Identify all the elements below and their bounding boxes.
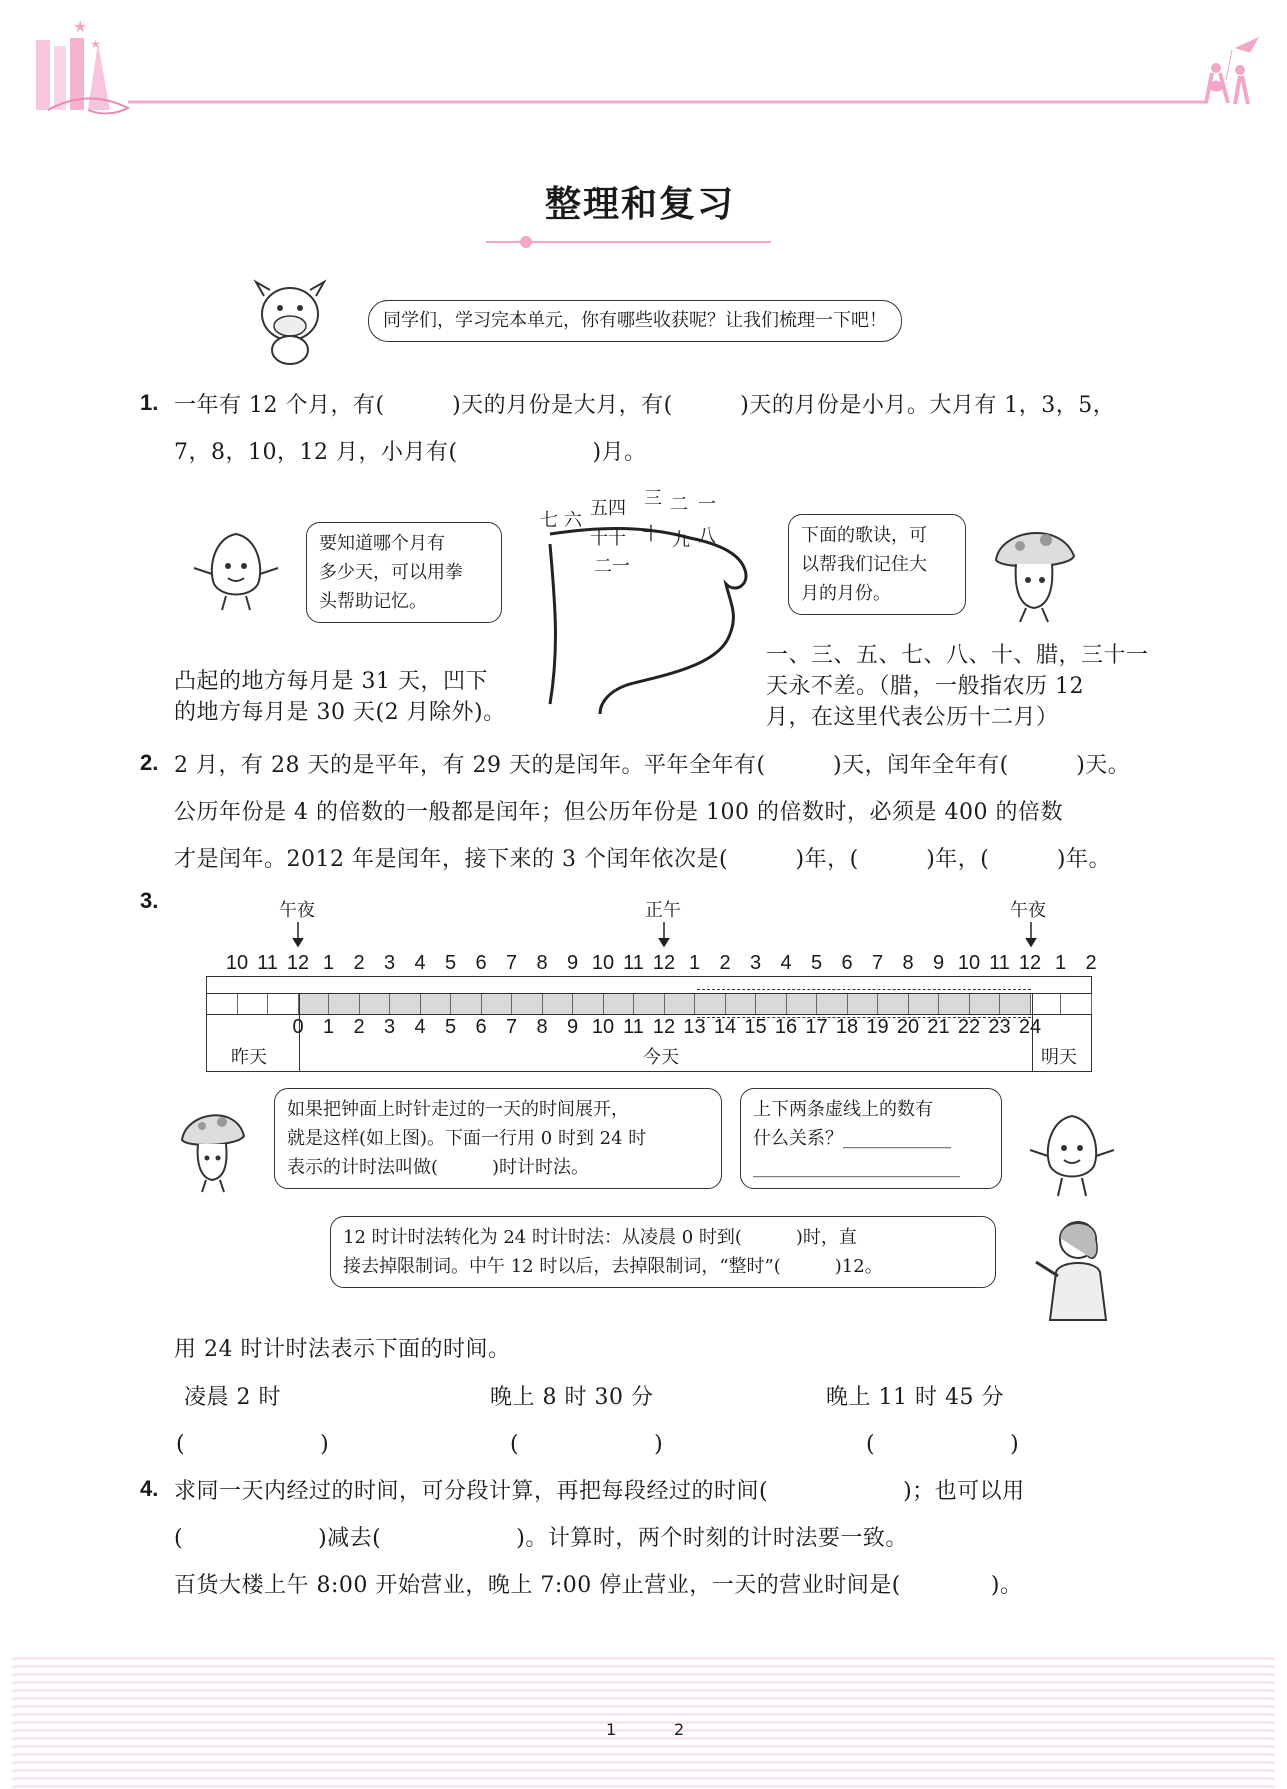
- marker-noon: 正午: [645, 900, 681, 921]
- ruler-cell: [848, 994, 879, 1014]
- fist-label: 七: [540, 510, 558, 531]
- fist-label: 五四: [590, 498, 626, 519]
- q3-time-3: 晚上 11 时 45 分: [826, 1385, 1004, 1410]
- top-tick-label: 7: [505, 952, 518, 974]
- ruler-cell: [543, 994, 574, 1014]
- q3-bubble-left-line: 如果把钟面上时针走过的一天的时间展开，: [287, 1099, 629, 1120]
- q3-answer-2[interactable]: ( ): [510, 1432, 664, 1457]
- q3-bubble-right: [740, 1088, 1002, 1189]
- q3-time-1: 凌晨 2 时: [184, 1385, 281, 1410]
- q4-line3: 百货大楼上午 8:00 开始营业，晚上 7:00 停止营业，一天的营业时间是( )。: [174, 1573, 1023, 1598]
- label-today: 今天: [643, 1047, 679, 1068]
- fist-label: 八: [698, 526, 716, 547]
- seed-mascot-icon: [1024, 1110, 1120, 1202]
- q3-bubble-teacher-line: 12 时计时法转化为 24 时计时法：从凌晨 0 时到( )时，直: [343, 1227, 857, 1248]
- ruler-cell: [207, 994, 238, 1014]
- q1-line1: 一年有 12 个月，有( )天的月份是大月，有( )天的月份是小月。大月有 1，3，5，: [174, 393, 1116, 418]
- marker-midnight-right: 午夜: [1010, 900, 1046, 921]
- fist-label: 十十: [590, 528, 626, 549]
- ruler-cell: [329, 994, 360, 1014]
- top-tick-label: 1: [688, 952, 701, 974]
- mushroom-mascot-icon: [178, 1104, 248, 1194]
- top-tick-label: 4: [780, 952, 792, 974]
- q3-bubble-left-line: 表示的计时法叫做( )时计时法。: [287, 1157, 590, 1178]
- top-tick-label: 5: [810, 952, 823, 974]
- q4-line2: ( )减去( )。计算时，两个时刻的计时法要一致。: [174, 1526, 908, 1551]
- label-yesterday: 昨天: [231, 1047, 267, 1068]
- top-tick-label: 11: [257, 952, 278, 974]
- bottom-tick-label: 8: [536, 1016, 548, 1038]
- q3-answer-3[interactable]: ( ): [866, 1432, 1020, 1457]
- ruler-cell: [482, 994, 513, 1014]
- bottom-tick-label: 21: [927, 1016, 950, 1038]
- ruler-cell: [665, 994, 696, 1014]
- q1-number: 1.: [140, 390, 159, 415]
- ruler-cell: [421, 994, 452, 1014]
- ruler-cell: [573, 994, 604, 1014]
- bottom-tick-label: 19: [866, 1016, 889, 1038]
- top-tick-label: 8: [536, 952, 548, 974]
- bottom-tick-label: 20: [896, 1016, 920, 1038]
- top-tick-label: 2: [353, 952, 365, 974]
- top-tick-label: 10: [957, 952, 981, 974]
- fist-label: 一: [698, 494, 716, 515]
- bottom-tick-label: 6: [475, 1016, 487, 1038]
- ruler-cells: [207, 993, 1091, 1015]
- q4-number: 4.: [140, 1476, 159, 1501]
- page-number-left: 1: [606, 1720, 617, 1739]
- bottom-tick-label: 22: [957, 1016, 981, 1038]
- q2-line2: 公历年份是 4 的倍数的一般都是闰年；但公历年份是 100 的倍数时，必须是 400 的倍数: [174, 800, 1063, 825]
- fist-label: 十: [642, 524, 660, 545]
- fist-illustration: [530, 484, 770, 714]
- fist-label: 六: [564, 510, 582, 531]
- bottom-tick-label: 24: [1018, 1016, 1042, 1038]
- q3-bubble-right-line: _______________________: [753, 1157, 960, 1178]
- ruler-cell: [1061, 994, 1092, 1014]
- ruler-cell: [787, 994, 818, 1014]
- top-tick-label: 1: [1054, 952, 1067, 974]
- header-decoration: [28, 18, 1268, 128]
- top-tick-label: 10: [591, 952, 615, 974]
- cow-mascot-icon: [250, 276, 330, 366]
- q1-bubble-right-line: 以帮我们记住大: [801, 554, 927, 575]
- q3-bubble-right-line: 上下两条虚线上的数有: [753, 1099, 933, 1120]
- top-tick-label: 12: [1018, 952, 1042, 974]
- q3-answer-1[interactable]: ( ): [176, 1432, 330, 1457]
- fist-label: 九: [672, 530, 690, 551]
- q3-time-2: 晚上 8 时 30 分: [490, 1385, 654, 1410]
- top-tick-label: 5: [444, 952, 457, 974]
- bottom-tick-label: 18: [835, 1016, 859, 1038]
- fist-label: 二一: [594, 556, 630, 577]
- ruler-cell: [756, 994, 787, 1014]
- q1-note-right: [766, 640, 1149, 733]
- top-tick-row: [0, 952, 1287, 978]
- top-tick-label: 3: [383, 952, 396, 974]
- bottom-tick-label: 23: [988, 1016, 1011, 1038]
- bottom-tick-label: 17: [805, 1016, 828, 1038]
- bottom-tick-label: 14: [713, 1016, 737, 1038]
- bottom-tick-label: 1: [322, 1016, 335, 1038]
- label-tomorrow: 明天: [1041, 1047, 1077, 1068]
- bottom-tick-label: 4: [414, 1016, 426, 1038]
- bottom-tick-label: 0: [292, 1016, 304, 1038]
- top-tick-label: 2: [719, 952, 731, 974]
- q3-bubble-left-line: 就是这样(如上图)。下面一行用 0 时到 24 时: [287, 1128, 647, 1149]
- q3-number: 3.: [140, 888, 159, 913]
- q2-number: 2.: [140, 750, 159, 775]
- top-tick-label: 12: [652, 952, 676, 974]
- bottom-tick-label: 7: [505, 1016, 518, 1038]
- bottom-tick-label: 16: [774, 1016, 798, 1038]
- fist-label: 二: [670, 494, 688, 515]
- q3-bubble-left: [274, 1088, 722, 1189]
- q1-note-left: [174, 666, 506, 728]
- fist-label: 三: [644, 488, 662, 509]
- bottom-tick-label: 11: [623, 1016, 644, 1038]
- q1-bubble-left: [306, 522, 502, 623]
- top-tick-label: 11: [989, 952, 1010, 974]
- q1-bubble-left-line: 要知道哪个月有: [319, 533, 445, 554]
- top-tick-label: 8: [902, 952, 914, 974]
- q1-line2: 7，8，10，12 月，小月有( )月。: [174, 440, 647, 465]
- time-ruler: [0, 940, 1287, 1070]
- bottom-tick-label: 12: [652, 1016, 676, 1038]
- ruler-cell: [878, 994, 909, 1014]
- q3-bubble-teacher-line: 接去掉限制词。中午 12 时以后，去掉限制词，“整时”( )12。: [343, 1256, 883, 1277]
- q1-note-left-line: 的地方每月是 30 天(2 月除外)。: [174, 700, 506, 725]
- top-tick-label: 1: [322, 952, 335, 974]
- top-tick-label: 7: [871, 952, 884, 974]
- q1-note-right-line: 一、三、五、七、八、十、腊，三十一: [766, 643, 1149, 668]
- svg-text:★: ★: [90, 37, 101, 51]
- ruler-cell: [1031, 994, 1062, 1014]
- header-ornament: [28, 18, 1268, 128]
- ruler-cell: [390, 994, 421, 1014]
- footer-band: [12, 1657, 1275, 1789]
- ruler-cell: [817, 994, 848, 1014]
- top-tick-label: 6: [841, 952, 853, 974]
- ruler-cell: [909, 994, 940, 1014]
- ruler-cell: [238, 994, 269, 1014]
- ruler-cell: [512, 994, 543, 1014]
- top-tick-label: 12: [286, 952, 310, 974]
- ruler-cell: [939, 994, 970, 1014]
- ruler-cell: [1000, 994, 1031, 1014]
- q2-line1: 2 月，有 28 天的是平年，有 29 天的是闰年。平年全年有( )天，闰年全年有( )天。: [174, 753, 1131, 778]
- intro-bubble-text: 同学们，学习完本单元，你有哪些收获呢？让我们梳理一下吧！: [383, 310, 887, 331]
- title-underline: [486, 240, 771, 244]
- q1-bubble-right-line: 月的月份。: [801, 583, 891, 604]
- top-tick-label: 9: [566, 952, 579, 974]
- bottom-tick-label: 2: [353, 1016, 365, 1038]
- q1-bubble-right-line: 下面的歌诀，可: [801, 525, 927, 546]
- q1-bubble-right: [788, 514, 966, 615]
- ruler-cell: [268, 994, 299, 1014]
- page-title: 整理和复习: [544, 183, 735, 225]
- dashed-line-top: [697, 989, 1031, 990]
- bottom-tick-row: [0, 1016, 1287, 1042]
- q1-bubble-left-line: 多少天，可以用拳: [319, 562, 463, 583]
- q2-line3: 才是闰年。2012 年是闰年，接下来的 3 个闰年依次是( )年，( )年，( )年。: [174, 847, 1111, 872]
- ruler-cell: [970, 994, 1001, 1014]
- top-tick-label: 4: [414, 952, 426, 974]
- marker-midnight-left: 午夜: [279, 900, 315, 921]
- ruler-cell: [360, 994, 391, 1014]
- ruler-cell: [726, 994, 757, 1014]
- q1-note-left-line: 凸起的地方每月是 31 天，凹下: [174, 669, 488, 694]
- q1-note-right-line: 月，在这里代表公历十二月）: [766, 705, 1059, 730]
- top-tick-label: 11: [623, 952, 644, 974]
- ruler-cell: [299, 994, 330, 1014]
- q1-bubble-left-line: 头帮助记忆。: [319, 591, 427, 612]
- ruler-cell: [695, 994, 726, 1014]
- top-tick-label: 10: [225, 952, 249, 974]
- q1-note-right-line: 天永不差。（腊，一般指农历 12: [766, 674, 1084, 699]
- seed-mascot-icon: [188, 528, 284, 614]
- ruler-cell: [451, 994, 482, 1014]
- intro-bubble: [368, 300, 902, 342]
- q4-line1: 求同一天内经过的时间，可分段计算，再把每段经过的时间( )；也可以用: [174, 1479, 1025, 1504]
- bottom-tick-label: 5: [444, 1016, 457, 1038]
- top-tick-label: 2: [1085, 952, 1097, 974]
- bottom-tick-label: 3: [383, 1016, 396, 1038]
- bottom-tick-label: 9: [566, 1016, 579, 1038]
- top-tick-label: 3: [749, 952, 762, 974]
- ruler-cell: [604, 994, 635, 1014]
- bottom-tick-label: 15: [744, 1016, 767, 1038]
- teacher-icon: [1026, 1216, 1116, 1322]
- q3-instruction: 用 24 时计时法表示下面的时间。: [174, 1337, 511, 1362]
- top-tick-label: 9: [932, 952, 945, 974]
- bottom-tick-label: 10: [591, 1016, 615, 1038]
- q3-bubble-right-line: 什么关系？____________: [753, 1128, 951, 1149]
- mushroom-mascot-icon: [990, 520, 1080, 624]
- q3-bubble-teacher: [330, 1216, 996, 1288]
- bottom-tick-label: 13: [683, 1016, 706, 1038]
- top-tick-label: 6: [475, 952, 487, 974]
- svg-text:★: ★: [73, 18, 88, 36]
- page-number-right: 2: [674, 1720, 685, 1739]
- ruler-cell: [634, 994, 665, 1014]
